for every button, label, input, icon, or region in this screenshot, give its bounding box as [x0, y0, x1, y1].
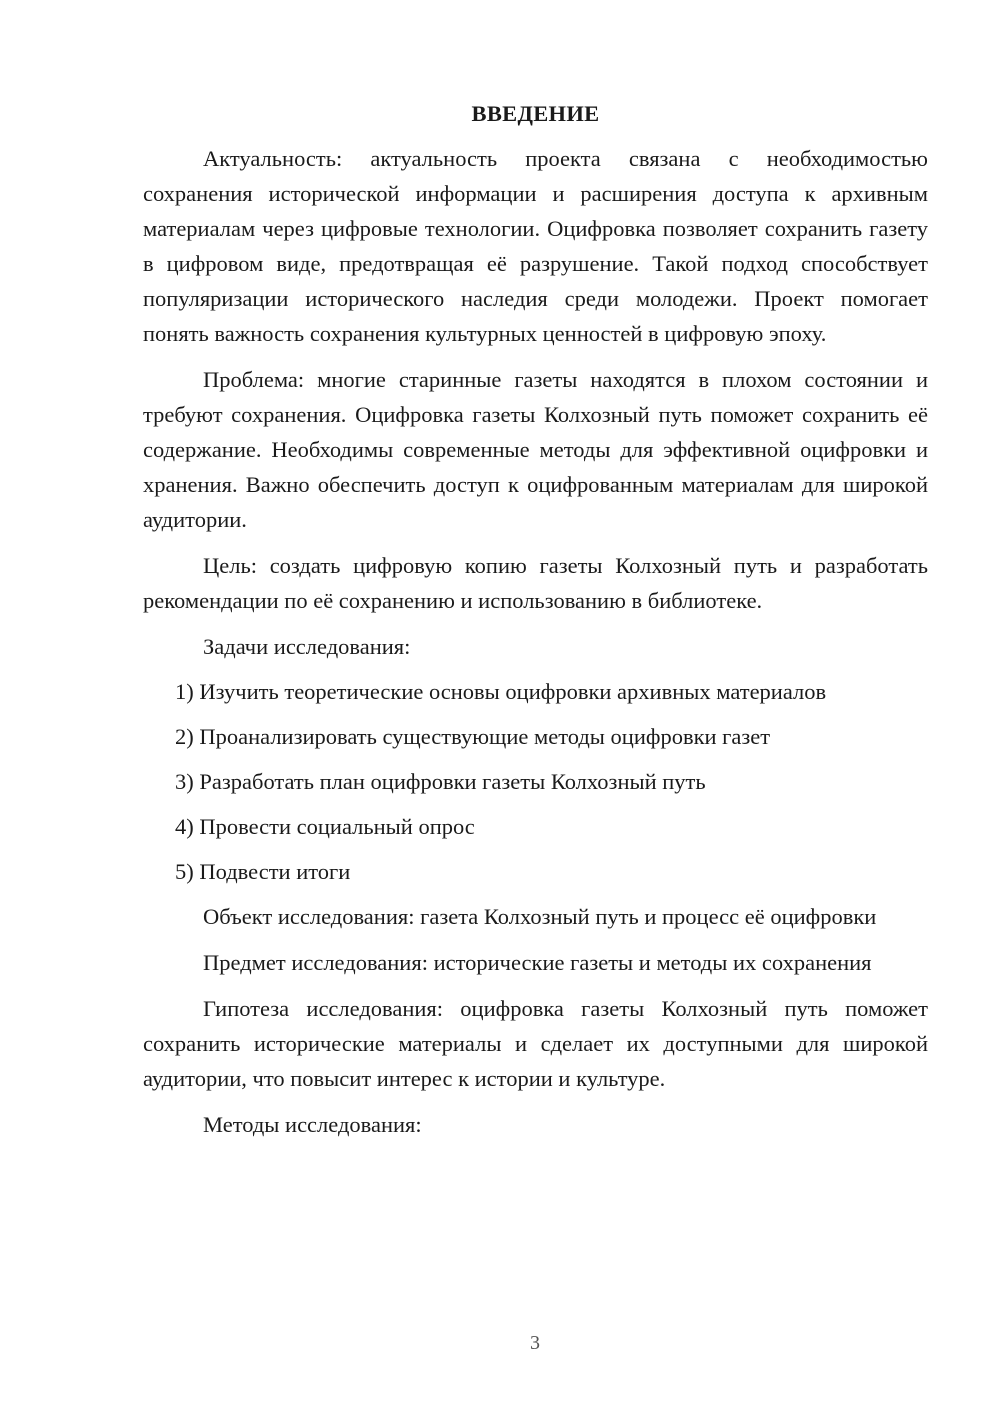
- task-item: 1) Изучить теоретические основы оцифровки архивных материалов: [175, 679, 827, 704]
- subject-paragraph: Предмет исследования: исторические газеты и методы их сохранения: [203, 950, 872, 975]
- page-title: ВВЕДЕНИЕ: [471, 101, 600, 126]
- object-paragraph: Объект исследования: газета Колхозный путь и процесс её оцифровки: [203, 904, 877, 929]
- tasks-list: [143, 674, 928, 889]
- document-page: [143, 96, 928, 1153]
- task-item: 3) Разработать план оцифровки газеты Колхозный путь: [175, 769, 706, 794]
- goal-paragraph: Цель: создать цифровую копию газеты Колхозный путь и разработать рекомендации по её сохранению и использованию в библиотеке.: [143, 553, 928, 613]
- methods-paragraph: Методы исследования:: [203, 1112, 422, 1137]
- page-number: 3: [530, 1332, 540, 1354]
- task-item: 5) Подвести итоги: [175, 859, 351, 884]
- task-item: 4) Провести социальный опрос: [175, 814, 475, 839]
- relevance-paragraph: Актуальность: актуальность проекта связана с необходимостью сохранения исторической информации и расширения доступа к архивным материалам через цифровые технологии. Оцифровка позволяет сохранить газету в цифровом виде, предотвращая её разрушение. Такой подход способствует популяризации исторического наследия среди молодежи. Проект помогает понять важность сохранения культурных ценностей в цифровую эпоху.: [143, 146, 928, 346]
- tasks-heading: Задачи исследования:: [203, 634, 411, 659]
- task-item: 2) Проанализировать существующие методы оцифровки газет: [175, 724, 771, 749]
- problem-paragraph: Проблема: многие старинные газеты находятся в плохом состоянии и требуют сохранения. Оцифровка газеты Колхозный путь поможет сохранить её содержание. Необходимы современные методы для эффективной оцифровки и хранения. Важно обеспечить доступ к оцифрованным материалам для широкой аудитории.: [143, 367, 928, 532]
- hypothesis-paragraph: Гипотеза исследования: оцифровка газеты Колхозный путь поможет сохранить исторические материалы и сделает их доступными для широкой аудитории, что повысит интерес к истории и культуре.: [143, 996, 928, 1091]
